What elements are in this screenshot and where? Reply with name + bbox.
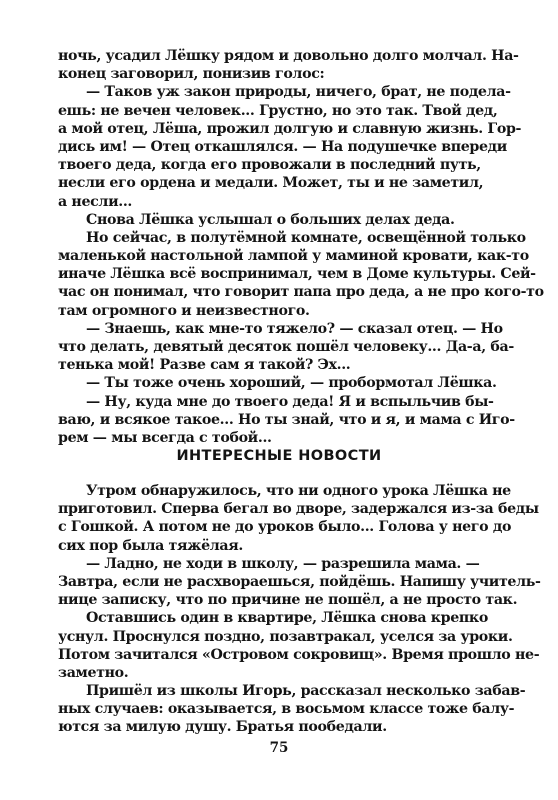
- text-line: Но сейчас, в полутёмной комнате, освещённой только: [86, 229, 526, 246]
- text-line: час он понимал, что говорит папа про деда, а не про кого-то: [58, 284, 544, 301]
- text-line: маленькой настольной лампой у маминой кровати, как-то: [58, 248, 529, 265]
- text-line: уснул. Проснулся поздно, позавтракал, уселся за уроки.: [58, 628, 513, 645]
- text-line: — Ну, куда мне до твоего деда! Я и вспыльчив бы-: [86, 393, 494, 410]
- text-line: сих пор была тяжёлая.: [58, 537, 243, 554]
- text-line: ешь: не вечен человек... Грустно, но это так. Твой дед,: [58, 102, 498, 119]
- text-line: тенька мой! Разве сам я такой? Эх...: [58, 357, 351, 374]
- text-line: — Знаешь, как мне-то тяжело? — сказал отец. — Но: [86, 320, 503, 337]
- text-line: ночь, усадил Лёшку рядом и довольно долго молчал. На-: [58, 48, 519, 64]
- text-line: несли его ордена и медали. Может, ты и не заметил,: [58, 175, 484, 192]
- text-line: заметно.: [58, 664, 129, 681]
- text-line: Оставшись один в квартире, Лёшка снова крепко: [86, 610, 488, 627]
- text-line: ных случаев: оказывается, в восьмом классе тоже балу-: [58, 701, 515, 718]
- text-line: — Ты тоже очень хороший, — пробормотал Лёшка.: [86, 375, 497, 392]
- text-line: Завтра, если не расхвораешься, пойдёшь. Напишу учитель-: [58, 573, 541, 590]
- text-line: а мой отец, Лёша, прожил долгую и славную жизнь. Гор-: [58, 120, 522, 137]
- text-line: Пришёл из школы Игорь, рассказал несколько забав-: [86, 683, 526, 700]
- text-line: а несли...: [58, 193, 133, 210]
- text-line: — Таков уж закон природы, ничего, брат, не подела-: [86, 84, 511, 101]
- text-line: конец заговорил, понизив голос:: [58, 66, 325, 83]
- text-line: приготовил. Сперва бегал во дворе, задержался из-за беды: [58, 501, 539, 518]
- text-line: ваю, и всякое такое... Но ты знай, что и я, и мама с Иго-: [58, 411, 515, 428]
- text-line: что делать, девятый десяток пошёл человеку... Да-а, ба-: [58, 339, 514, 355]
- text-line: Утром обнаружилось, что ни одного урока Лёшка не: [86, 483, 511, 499]
- text-line: Потом зачитался «Островом сокровищ». Время прошло не-: [58, 646, 540, 663]
- chapter-title: ИНТЕРЕСНЫЕ НОВОСТИ: [176, 448, 382, 464]
- text-block-top: [58, 47, 544, 447]
- text-line: Снова Лёшка услышал о больших делах деда.: [86, 211, 455, 228]
- text-line: нице записку, что по причине не пошёл, а не просто так.: [58, 592, 518, 609]
- text-line: с Гошкой. А потом не до уроков было... Голова у него до: [58, 519, 512, 536]
- text-line: иначе Лёшка всё воспринимал, чем в Доме культуры. Сей-: [58, 266, 536, 283]
- text-line: там огромного и неизвестного.: [58, 302, 310, 319]
- text-line: рем — мы всегда с тобой...: [58, 429, 272, 446]
- page-number: 75: [269, 740, 289, 756]
- text-line: — Ладно, не ходи в школу, — разрешила мама. —: [86, 555, 480, 572]
- text-block-bottom: [58, 482, 541, 737]
- text-line: дись им! — Отец откашлялся. — На подушечке впереди: [58, 138, 507, 155]
- text-line: твоего деда, когда его провожали в последний путь,: [58, 157, 481, 174]
- text-line: ются за милую душу. Братья пообедали.: [58, 719, 387, 736]
